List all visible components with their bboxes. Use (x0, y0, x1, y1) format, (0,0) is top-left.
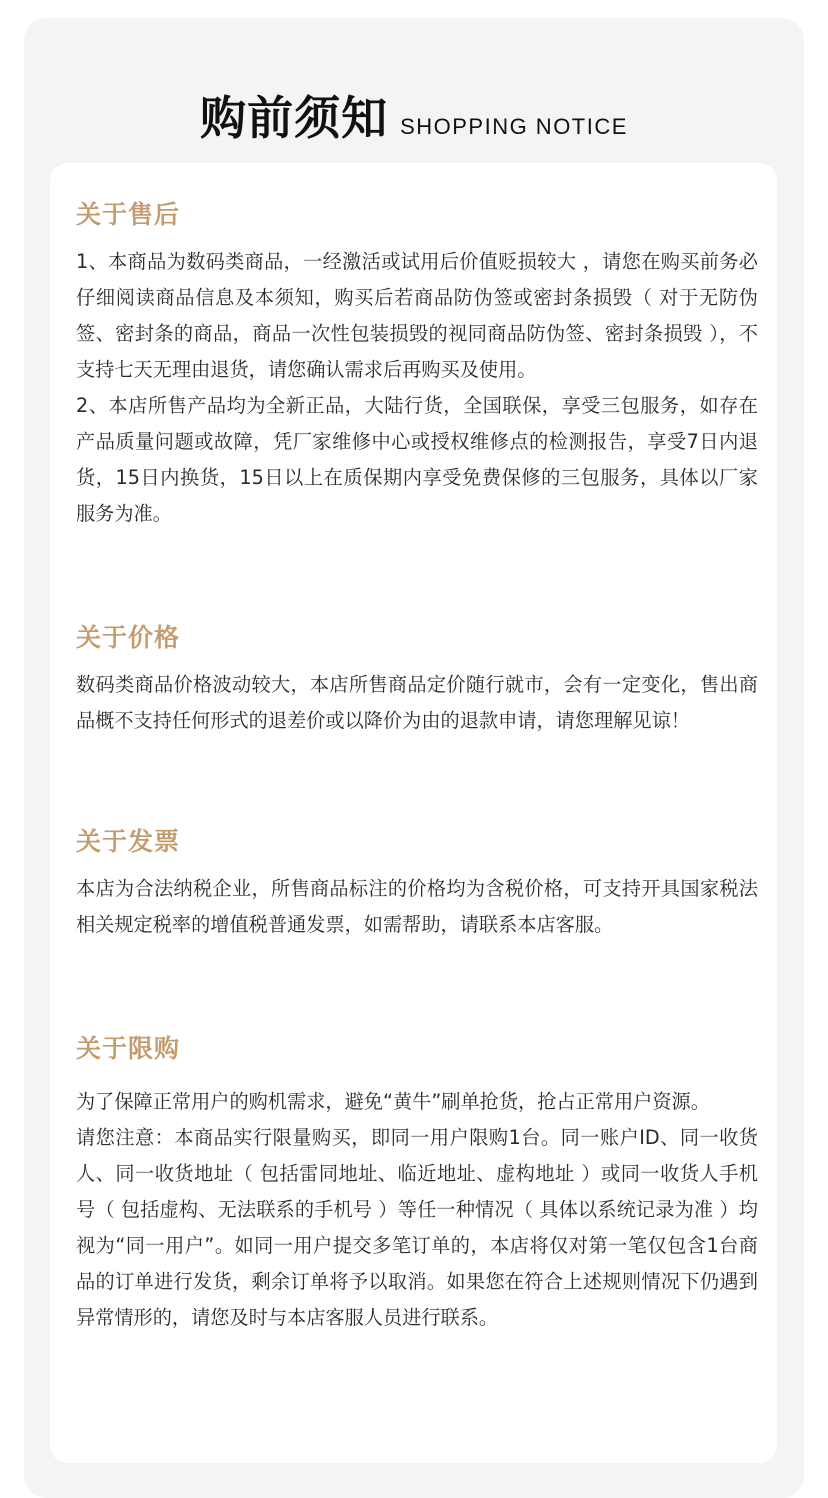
section-paragraph: 数码类商品价格波动较大，本店所售商品定价随行就市，会有一定变化，售出商品概不支持任何形式的退差价或以降价为由的退款申请，请您理解见谅！ (76, 673, 758, 732)
section-paragraph: 2、本店所售产品均为全新正品，大陆行货，全国联保，享受三包服务，如存在产品质量问题或故障，凭厂家维修中心或授权维修点的检测报告，享受7日内退货，15日内换货，15日以上在质保期内享受免费保修的三包服务，具体以厂家服务为准。 (76, 394, 758, 525)
section-paragraph: 为了保障正常用户的购机需求，避免“黄牛”刷单抢货，抢占正常用户资源。 (76, 1090, 710, 1113)
section-heading: 关于售后 (76, 200, 181, 229)
section-paragraph: 本店为合法纳税企业，所售商品标注的价格均为含税价格，可支持开具国家税法相关规定税率的增值税普通发票，如需帮助，请联系本店客服。 (76, 877, 758, 936)
notice-card (50, 163, 777, 1463)
section-heading: 关于限购 (76, 1034, 181, 1063)
section-heading: 关于价格 (76, 623, 181, 652)
page-subtitle: SHOPPING NOTICE (400, 114, 628, 139)
page-title: 购前须知 (200, 91, 389, 145)
section-paragraph: 请您注意：本商品实行限量购买，即同一用户限购1台。同一账户ID、同一收货人、同一收货地址（ 包括雷同地址、临近地址、虚构地址 ）或同一收货人手机号（ 包括虚构、无法联系的手机号 ）等任一种情况（ 具体以系统记录为准 ）均视为“同一用户”。如同一用户提交多笔订单的，本店将仅对第一笔仅包含1台商品的订单进行发货，剩余订单将予以取消。如果您在符合上述规则情况下仍遇到异常情形的，请您及时与本店客服人员进行联系。 (76, 1126, 758, 1329)
section-paragraph: 1、本商品为数码类商品，一经激活或试用后价值贬损较大 ，请您在购买前务必仔细阅读商品信息及本须知，购买后若商品防伪签或密封条损毁（ 对于无防伪签、密封条的商品，商品一次性包装损毁的视同商品防伪签、密封条损毁 ），不支持七天无理由退货，请您确认需求后再购买及使用。 (76, 250, 758, 381)
section-invoice (76, 825, 758, 943)
section-after-sales (76, 198, 758, 532)
section-price (76, 621, 758, 739)
section-purchase-limit (76, 1032, 758, 1336)
page-header (0, 82, 828, 145)
section-heading: 关于发票 (76, 827, 181, 856)
